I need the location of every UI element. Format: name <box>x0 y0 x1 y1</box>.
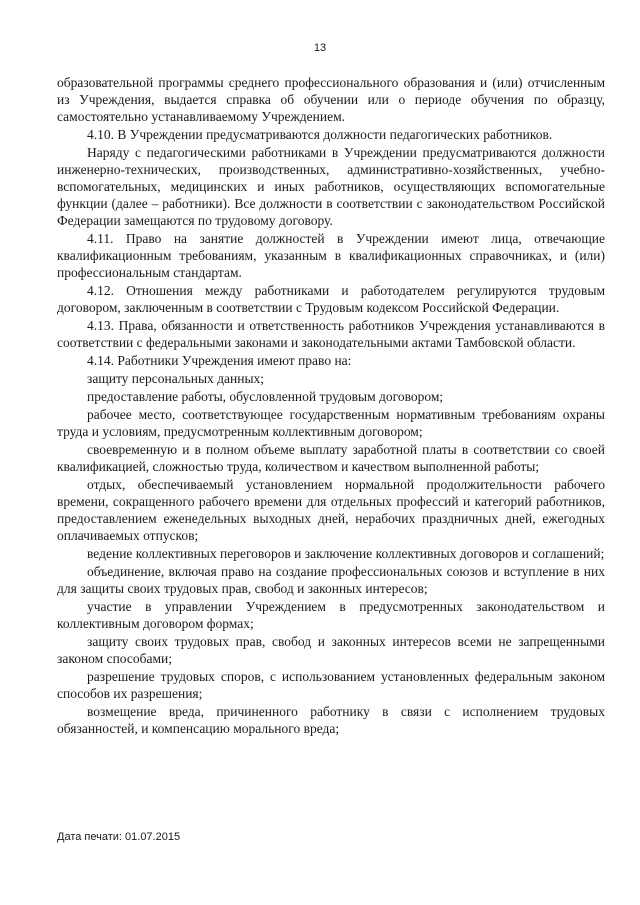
rights-list-item: рабочее место, соответствующее государственным нормативным требованиям охраны труда и условиям, предусмотренным коллективным договором; <box>57 407 605 439</box>
rights-list-item: возмещение вреда, причиненного работнику в связи с исполнением трудовых обязанностей, и компенсацию морального вреда; <box>57 704 605 736</box>
paragraph-staff-positions: Наряду с педагогическими работниками в Учреждении предусматриваются должности инженерно-технических, производственных, административно-хозяйственных, учебно-вспомогательных, медицинских и иных работников, осуществляющих вспомогательные функции (далее – работники). Все должности в соответствии с законодательством Российской Федерации замещаются по трудовому договору. <box>57 145 605 228</box>
rights-list-item: защиту своих трудовых прав, свобод и законных интересов всеми не запрещенными законом способами; <box>57 634 605 666</box>
print-date-footer: Дата печати: 01.07.2015 <box>57 831 181 843</box>
page-number: 13 <box>313 42 327 54</box>
document-body <box>57 74 605 738</box>
rights-list-item: защиту персональных данных; <box>87 371 265 386</box>
paragraph-4-11: 4.11. Право на занятие должностей в Учреждении имеют лица, отвечающие квалификационным требованиям, указанным в квалификационных справочниках, и (или) профессиональным стандартам. <box>57 231 605 280</box>
rights-list-item: отдых, обеспечиваемый установлением нормальной продолжительности рабочего времени, сокращенного рабочего времени для отдельных профессий и категорий работников, предоставлением еженедельных выходных дней, нерабочих праздничных дней, ежегодных оплачиваемых отпусков; <box>57 477 605 543</box>
rights-list-item: своевременную и в полном объеме выплату заработной платы в соответствии со своей квалификацией, сложностью труда, количеством и качеством выполненной работы; <box>57 442 605 474</box>
rights-list-item: объединение, включая право на создание профессиональных союзов и вступление в них для защиты своих трудовых прав, свобод и законных интересов; <box>57 564 605 596</box>
rights-list-item: разрешение трудовых споров, с использованием установленных федеральным законом способов их разрешения; <box>57 669 605 701</box>
paragraph-4-13: 4.13. Права, обязанности и ответственность работников Учреждения устанавливаются в соответствии с федеральными законами и законодательными актами Тамбовской области. <box>57 318 605 350</box>
rights-list-item: предоставление работы, обусловленной трудовым договором; <box>87 389 444 404</box>
paragraph-4-14: 4.14. Работники Учреждения имеют право на: <box>87 353 352 368</box>
rights-list-item: ведение коллективных переговоров и заключение коллективных договоров и соглашений; <box>87 546 605 561</box>
paragraph-4-12: 4.12. Отношения между работниками и работодателем регулируются трудовым договором, заключенным в соответствии с Трудовым кодексом Российской Федерации. <box>57 283 605 315</box>
paragraph-continuation: образовательной программы среднего профессионального образования и (или) отчисленным из Учреждения, выдается справка об обучении или о периоде обучения по образцу, самостоятельно устанавливаемому Учреждением. <box>57 75 605 124</box>
paragraph-4-10: 4.10. В Учреждении предусматриваются должности педагогических работников. <box>87 127 553 142</box>
rights-list-item: участие в управлении Учреждением в предусмотренных законодательством и коллективным договором формах; <box>57 599 605 631</box>
